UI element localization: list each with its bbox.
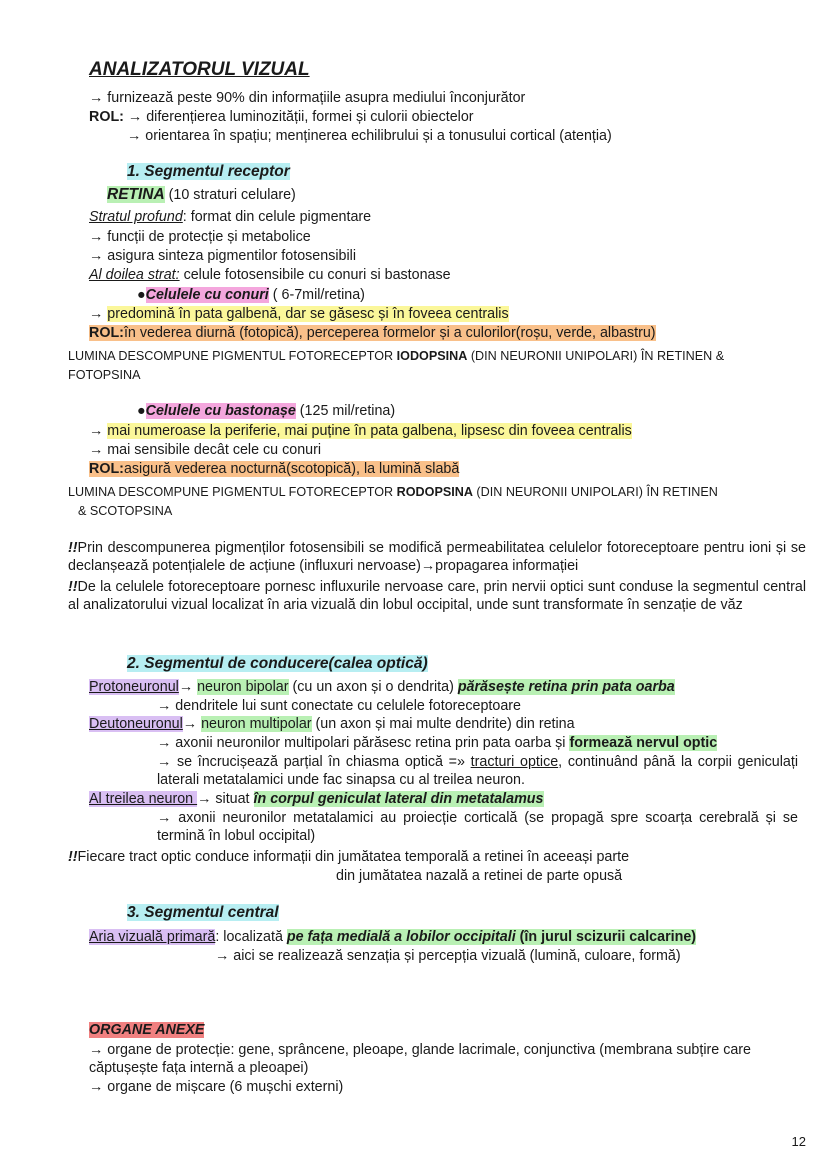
bastonase-rol-label: ROL: — [89, 461, 124, 477]
chiasma-text-rest: , continuând până la corpii geniculați laterali metatalamici unde fac sinapsa cu al treilea neuron. — [157, 754, 798, 788]
al-doilea-strat-label: Al doilea strat: — [89, 267, 180, 283]
aria-location-note: (în jurul scizurii calcarine) — [515, 929, 697, 945]
protoneuron-dendrites: → dendritele lui sunt conectate cu celulele fotoreceptoare — [157, 698, 521, 714]
third-neuron-location: în corpul geniculat lateral din metatalamus — [253, 791, 544, 807]
section-2-heading — [127, 655, 428, 673]
aria-line — [89, 928, 696, 946]
bullet-icon: ● — [137, 287, 146, 303]
protoneuron-type: neuron bipolar — [197, 679, 289, 695]
iodopsina-text-c: (DIN NEURONII UNIPOLARI) ÎN RETINEN & — [467, 349, 725, 363]
iodopsina-line — [68, 347, 724, 365]
conuri-label: Celulele cu conuri — [145, 287, 269, 303]
aria-location: pe fața medială a lobilor occipitali — [286, 929, 516, 945]
section-1-heading — [127, 163, 290, 181]
section-1-heading-text: 1. Segmentul receptor — [127, 163, 290, 180]
retina-line — [107, 186, 296, 204]
profund-point-1: → funcții de protecție și metabolice — [89, 229, 311, 245]
bullet-icon: ● — [137, 403, 146, 419]
conuri-line — [137, 286, 365, 304]
deutoneuron-line — [89, 715, 575, 733]
fotopsina-line: FOTOPSINA — [68, 368, 141, 382]
note-2-text: De la celulele fotoreceptoare pornesc influxurile nervoase care, prin nervii optici sunt conduse la segmentul central al analizatorului vizual localizat în aria vizuală din lobul occipital, unde sunt transformate în senzație de văz — [68, 579, 806, 613]
al-doilea-strat-line — [89, 266, 451, 284]
arrow-icon: → — [89, 423, 108, 439]
chiasma-text: → se încrucișează parțial în chiasma optică =» — [157, 754, 471, 770]
nerv-optic-label: formează nervul optic — [569, 735, 718, 751]
stratul-profund-label: Stratul profund — [89, 209, 183, 225]
intro-line-3: → orientarea în spațiu; menținerea echilibrului și a tonusului cortical (atenția) — [127, 128, 612, 144]
stratul-profund-line — [89, 208, 371, 226]
retina-note: (10 straturi celulare) — [164, 187, 296, 203]
protoneuron-line — [89, 678, 675, 696]
note-mark: !! — [68, 849, 78, 865]
retina-label: RETINA — [107, 186, 165, 203]
anexe-heading-text: ORGANE ANEXE — [89, 1022, 205, 1038]
rodopsina-text-c: (DIN NEURONII UNIPOLARI) ÎN RETINEN — [472, 485, 718, 499]
note-2 — [68, 578, 806, 614]
section-3-heading-text: 3. Segmentul central — [127, 904, 279, 921]
tracturi-optice: tracturi optice — [470, 754, 559, 770]
scotopsina-line: & SCOTOPSINA — [78, 504, 173, 518]
conuri-point-1 — [89, 305, 509, 323]
iodopsina-text-a: LUMINA DESCOMPUNE PIGMENTUL FOTORECEPTOR — [68, 349, 397, 363]
aria-label: Aria vizuală primară — [89, 929, 216, 945]
bastonase-rol-line — [89, 460, 459, 478]
conuri-note: ( 6-7mil/retina) — [268, 287, 365, 303]
bastonase-point-2: → mai sensibile decât cele cu conuri — [89, 442, 322, 458]
section-2-heading-text: 2. Segmentul de conducere(calea optică) — [127, 655, 428, 672]
third-neuron-arrow: → situat — [197, 791, 254, 807]
aria-text: : localizată — [215, 929, 287, 945]
section-3-heading — [127, 904, 279, 922]
protoneuron-exit: părăsește retina prin pata oarba — [457, 679, 675, 695]
tract-note-1-text: Fiecare tract optic conduce informații din jumătatea temporală a retinei în aceeași parte — [77, 849, 630, 865]
bastonase-point-1-text: mai numeroase la periferie, mai puține în pata galbena, lipsesc din foveea centralis — [107, 423, 632, 439]
page-number: 12 — [791, 1134, 806, 1149]
anexe-point-2: → organe de mișcare (6 mușchi externi) — [89, 1079, 344, 1095]
rodopsina-line — [68, 483, 718, 501]
deutoneuron-axons-text: → axonii neuronilor multipolari părăsesc retina prin pata oarba și — [157, 735, 570, 751]
aria-function: → aici se realizează senzația și percepția vizuală (lumină, culoare, formă) — [215, 948, 681, 964]
third-neuron-label: Al treilea neuron — [89, 791, 198, 807]
deutoneuron-desc: (un axon și mai multe dendrite) din retina — [311, 716, 575, 732]
conuri-point-1-text: predomină în pata galbenă, dar se găsesc și în foveea centralis — [107, 306, 509, 322]
intro-rol-line — [89, 108, 474, 126]
conuri-rol-line — [89, 324, 656, 342]
protoneuron-label: Protoneuronul — [89, 679, 179, 695]
profund-point-2: → asigura sinteza pigmentilor fotosensibili — [89, 248, 357, 264]
anexe-heading — [89, 1021, 204, 1039]
intro-line-1: → furnizează peste 90% din informațiile asupra mediului înconjurător — [89, 90, 526, 106]
protoneuron-desc: (cu un axon și o dendrita) — [288, 679, 458, 695]
conuri-rol-text: în vederea diurnă (fotopică), perceperea formelor și a culorilor(roșu, verde, albastru) — [123, 325, 656, 341]
deutoneuron-type: neuron multipolar — [201, 716, 312, 732]
deutoneuron-axons — [157, 734, 717, 752]
arrow-icon: → — [89, 306, 108, 322]
rodopsina-term: RODOPSINA — [396, 485, 473, 499]
iodopsina-term: IODOPSINA — [396, 349, 468, 363]
note-1 — [68, 539, 806, 575]
third-neuron-axons: → axonii neuronilor metatalamici au proiecție corticală (se propagă spre scoarța cerebrală și se termină în lobul occipital) — [157, 810, 798, 844]
page-title: ANALIZATORUL VIZUAL — [89, 59, 310, 80]
bastonase-point-1 — [89, 422, 632, 440]
rol-label: ROL: — [89, 109, 124, 125]
note-mark: !! — [68, 540, 78, 556]
tract-note-1 — [68, 848, 629, 866]
intro-rol-text: → diferențierea luminozității, formei și culorii obiectelor — [123, 109, 474, 125]
bastonase-rol-text: asigură vederea nocturnă(scotopică), la lumină slabă — [123, 461, 460, 477]
note-1-text: Prin descompunerea pigmenților fotosensibili se modifică permeabilitatea celulelor fotoreceptoare pentru ioni și se declanșează potențialele de acțiune (influxuri nervoase)→propagarea informației — [68, 540, 806, 574]
stratul-profund-text: : format din celule pigmentare — [182, 209, 372, 225]
rodopsina-text-a: LUMINA DESCOMPUNE PIGMENTUL FOTORECEPTOR — [68, 485, 397, 499]
tract-note-2: din jumătatea nazală a retinei de parte opusă — [336, 868, 623, 884]
arrow-icon: → — [182, 716, 202, 732]
bastonase-label: Celulele cu bastonașe — [145, 403, 296, 419]
bastonase-line — [137, 402, 395, 420]
chiasma-line — [157, 753, 798, 789]
arrow-icon: → — [178, 679, 198, 695]
deutoneuron-label: Deutoneuronul — [89, 716, 183, 732]
third-neuron-line — [89, 790, 544, 808]
bastonase-note: (125 mil/retina) — [295, 403, 396, 419]
anexe-point-1: → organe de protecție: gene, sprâncene, pleoape, glande lacrimale, conjunctiva (membrana subțire care căptușește fața internă a pleoapei) — [89, 1042, 752, 1076]
conuri-rol-label: ROL: — [89, 325, 124, 341]
al-doilea-strat-text: celule fotosensibile cu conuri si bastonase — [179, 267, 451, 283]
note-mark: !! — [68, 579, 78, 595]
